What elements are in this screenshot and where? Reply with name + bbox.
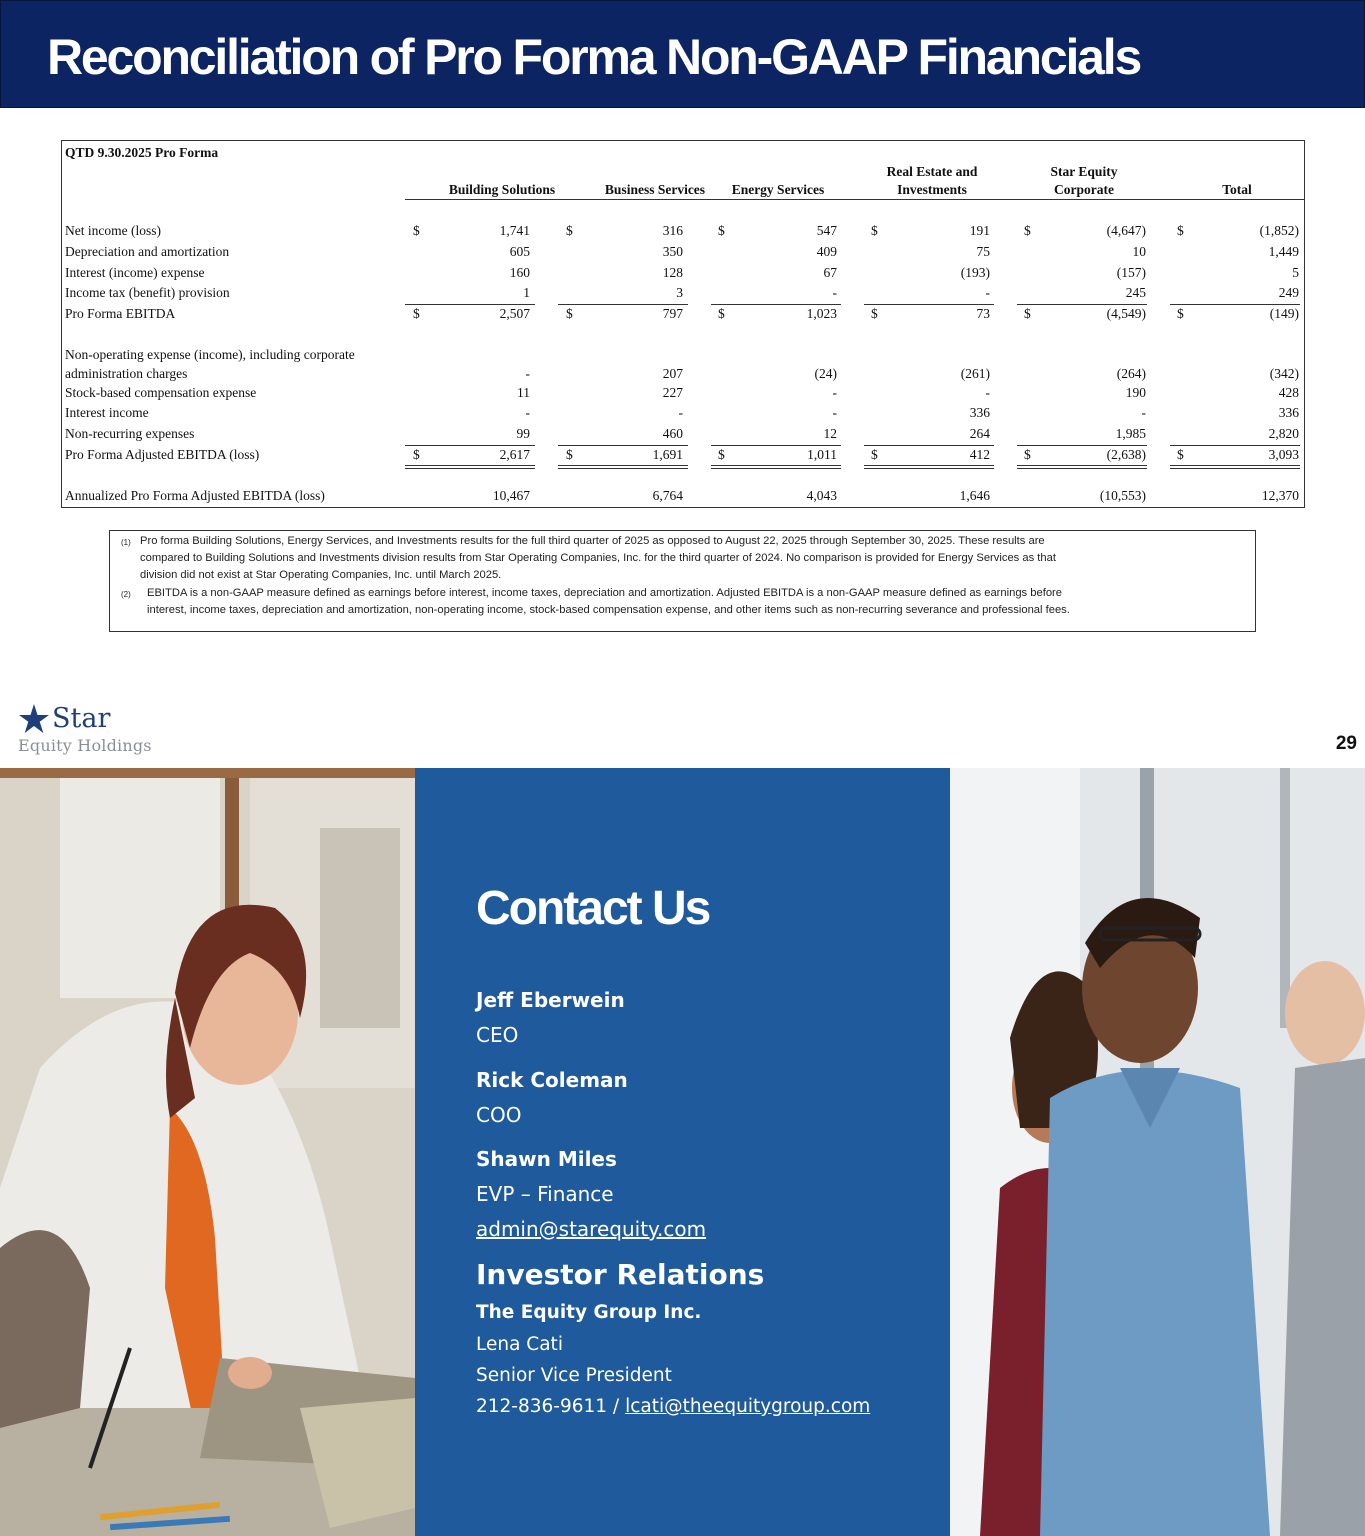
dollar-sign: $ bbox=[1177, 447, 1184, 462]
subtotal-rule bbox=[864, 445, 994, 446]
dollar-sign: $ bbox=[413, 447, 420, 462]
dollar-sign: $ bbox=[413, 223, 420, 238]
table-cell: 1,011 bbox=[807, 447, 837, 462]
table-cell: 190 bbox=[1125, 385, 1146, 400]
row-label: Interest income bbox=[65, 405, 149, 420]
table-cell: 191 bbox=[969, 223, 990, 238]
total-double-rule bbox=[711, 465, 841, 469]
table-row bbox=[62, 347, 1306, 386]
star-equity-logo bbox=[18, 703, 178, 758]
contact-name-3: Shawn Miles bbox=[476, 1147, 617, 1171]
ir-phone: 212-836-9611 / bbox=[476, 1396, 620, 1417]
table-cell: 1 bbox=[523, 285, 530, 300]
title-bar bbox=[0, 0, 1365, 108]
table-cell: 1,023 bbox=[806, 306, 837, 321]
dollar-sign: $ bbox=[566, 447, 573, 462]
table-cell: - bbox=[525, 405, 530, 420]
dollar-sign: $ bbox=[718, 223, 725, 238]
total-double-rule bbox=[1017, 465, 1147, 469]
col-header-building-solutions: Building Solutions bbox=[448, 182, 556, 197]
row-label: Depreciation and amortization bbox=[65, 244, 230, 259]
footnote-1-line-1: Pro forma Building Solutions, Energy Services, and Investments results for the full third quarter of 2025 as opposed to August 22, 2025 through September 30, 2025. These results are bbox=[140, 535, 1045, 547]
table-cell: 428 bbox=[1278, 385, 1299, 400]
page-number: 29 bbox=[1335, 733, 1357, 754]
table-cell: (1,852) bbox=[1259, 223, 1299, 238]
table-period-label: QTD 9.30.2025 Pro Forma bbox=[65, 145, 219, 160]
table-cell: 1,449 bbox=[1268, 244, 1299, 259]
table-cell: 12,370 bbox=[1261, 488, 1299, 503]
table-cell: 409 bbox=[816, 244, 837, 259]
subtotal-rule bbox=[1017, 304, 1147, 305]
table-cell: 227 bbox=[662, 385, 683, 400]
row-label: Income tax (benefit) provision bbox=[65, 285, 230, 300]
table-cell: 99 bbox=[516, 426, 530, 441]
table-cell: 245 bbox=[1125, 285, 1146, 300]
row-label: Annualized Pro Forma Adjusted EBITDA (loss) bbox=[65, 488, 325, 503]
table-cell: 3 bbox=[676, 285, 683, 300]
financial-table bbox=[61, 140, 1305, 508]
ir-email-link[interactable]: lcati@theequitygroup.com bbox=[625, 1396, 871, 1417]
table-cell: 1,741 bbox=[499, 223, 530, 238]
table-row bbox=[62, 223, 1306, 243]
table-cell: - bbox=[832, 405, 837, 420]
table-cell: 350 bbox=[662, 244, 683, 259]
table-cell: 67 bbox=[823, 265, 837, 280]
ir-phone-email bbox=[476, 1396, 870, 1417]
subtotal-rule bbox=[711, 445, 841, 446]
footnote-2-line-2: interest, income taxes, depreciation and amortization, non-operating income, stock-based compensation expense, and other items such as non-recurring severance and professional fees. bbox=[147, 604, 1070, 616]
table-cell: 336 bbox=[1278, 405, 1299, 420]
dollar-sign: $ bbox=[871, 447, 878, 462]
table-cell: 460 bbox=[662, 426, 683, 441]
subtotal-rule bbox=[864, 304, 994, 305]
contact-name-1: Jeff Eberwein bbox=[476, 988, 625, 1012]
table-cell: 128 bbox=[662, 265, 683, 280]
table-cell: (193) bbox=[960, 265, 990, 280]
table-cell: 1,985 bbox=[1115, 426, 1146, 441]
table-cell: - bbox=[985, 285, 990, 300]
subtotal-rule bbox=[1017, 445, 1147, 446]
contact-role-3: EVP – Finance bbox=[476, 1182, 614, 1206]
photo-woman-with-fabric-samples bbox=[0, 768, 415, 1536]
dollar-sign: $ bbox=[1177, 306, 1184, 321]
table-row bbox=[62, 385, 1306, 405]
table-cell: 2,820 bbox=[1268, 426, 1299, 441]
dollar-sign: $ bbox=[1024, 447, 1031, 462]
table-cell: - bbox=[985, 385, 990, 400]
contact-email-link[interactable]: admin@starequity.com bbox=[476, 1217, 707, 1241]
table-cell: (4,549) bbox=[1106, 306, 1146, 321]
row-label: Interest (income) expense bbox=[65, 265, 205, 280]
col-header-star-equity-corporate: Star Equity Corporate bbox=[1050, 164, 1118, 197]
header-divider bbox=[405, 199, 1305, 200]
ir-firm: The Equity Group Inc. bbox=[476, 1302, 702, 1323]
dollar-sign: $ bbox=[718, 306, 725, 321]
col-header-energy-services: Energy Services bbox=[731, 182, 825, 197]
table-cell: 4,043 bbox=[806, 488, 837, 503]
page-title: Reconciliation of Pro Forma Non-GAAP Financials bbox=[47, 29, 1141, 85]
table-cell: 75 bbox=[976, 244, 990, 259]
footnote-1-line-3: division did not exist at Star Operating Companies, Inc. until March 2025. bbox=[140, 569, 502, 581]
investor-relations-heading: Investor Relations bbox=[476, 1258, 765, 1291]
table-cell: 412 bbox=[969, 447, 990, 462]
row-label: Stock-based compensation expense bbox=[65, 385, 257, 400]
dollar-sign: $ bbox=[871, 306, 878, 321]
logo-word: Star bbox=[52, 703, 111, 734]
footnotes bbox=[109, 530, 1256, 632]
contact-role-1: CEO bbox=[476, 1023, 519, 1047]
table-cell: - bbox=[1141, 405, 1146, 420]
subtotal-rule bbox=[558, 304, 688, 305]
table-row bbox=[62, 244, 1306, 264]
table-cell: 605 bbox=[509, 244, 530, 259]
table-cell: 2,507 bbox=[499, 306, 530, 321]
subtotal-rule bbox=[711, 304, 841, 305]
total-double-rule bbox=[558, 465, 688, 469]
row-label-line1: Non-operating expense (income), including corporate bbox=[65, 347, 355, 362]
table-cell: 10,467 bbox=[492, 488, 530, 503]
footnote-2-marker: (2) bbox=[121, 590, 131, 599]
table-cell: (10,553) bbox=[1099, 488, 1146, 503]
table-cell: 207 bbox=[662, 366, 683, 381]
table-cell: 1,691 bbox=[652, 447, 683, 462]
table-cell: 316 bbox=[662, 223, 683, 238]
table-cell: 6,764 bbox=[652, 488, 683, 503]
table-cell: 12 bbox=[823, 426, 837, 441]
contact-title: Contact Us bbox=[476, 882, 710, 935]
dollar-sign: $ bbox=[871, 223, 878, 238]
table-row bbox=[62, 488, 1306, 508]
col-header-business-services: Business Services bbox=[604, 182, 706, 197]
dollar-sign: $ bbox=[566, 306, 573, 321]
row-label: Non-recurring expenses bbox=[65, 426, 195, 441]
contact-panel bbox=[415, 768, 950, 1536]
table-cell: 797 bbox=[662, 306, 683, 321]
row-label: administration charges bbox=[65, 366, 188, 381]
table-cell: 336 bbox=[969, 405, 990, 420]
table-cell: (261) bbox=[960, 366, 990, 381]
footnote-1-marker: (1) bbox=[121, 538, 131, 547]
table-row bbox=[62, 285, 1306, 305]
dollar-sign: $ bbox=[413, 306, 420, 321]
table-cell: (342) bbox=[1269, 366, 1299, 381]
table-cell: 2,617 bbox=[499, 447, 530, 462]
subtotal-rule bbox=[558, 445, 688, 446]
subtotal-rule bbox=[405, 304, 535, 305]
table-cell: 73 bbox=[976, 306, 990, 321]
table-cell: 249 bbox=[1278, 285, 1299, 300]
total-double-rule bbox=[405, 465, 535, 469]
col-header-real-estate: Real Estate and Investments bbox=[886, 164, 978, 197]
table-row bbox=[62, 265, 1306, 285]
photo-left-illustration bbox=[0, 768, 415, 1536]
dollar-sign: $ bbox=[718, 447, 725, 462]
table-cell: 547 bbox=[816, 223, 837, 238]
ir-title: Senior Vice President bbox=[476, 1365, 672, 1386]
star-icon bbox=[18, 703, 50, 735]
photo-right-illustration bbox=[950, 768, 1365, 1536]
table-cell: (264) bbox=[1116, 366, 1146, 381]
table-cell: 264 bbox=[969, 426, 990, 441]
footnote-2-line-1: EBITDA is a non-GAAP measure defined as earnings before interest, income taxes, depreciation and amortization. Adjusted EBITDA is a non-GAAP measure defined as earnings before bbox=[147, 587, 1062, 599]
table-cell: 160 bbox=[509, 265, 530, 280]
subtotal-rule bbox=[1170, 304, 1300, 305]
subtotal-rule bbox=[1170, 445, 1300, 446]
subtotal-rule bbox=[405, 445, 535, 446]
total-double-rule bbox=[1170, 465, 1300, 469]
row-label: Pro Forma EBITDA bbox=[65, 306, 176, 321]
table-cell: - bbox=[525, 366, 530, 381]
dollar-sign: $ bbox=[566, 223, 573, 238]
table-cell: - bbox=[678, 405, 683, 420]
footnote-1-line-2: compared to Building Solutions and Investments division results from Star Operating Companies, Inc. for the third quarter of 2024. No comparison is provided for Energy Services as that bbox=[140, 552, 1056, 564]
total-double-rule bbox=[864, 465, 994, 469]
contact-name-2: Rick Coleman bbox=[476, 1068, 628, 1092]
table-row bbox=[62, 426, 1306, 446]
dollar-sign: $ bbox=[1024, 223, 1031, 238]
table-cell: - bbox=[832, 385, 837, 400]
table-cell: 10 bbox=[1132, 244, 1146, 259]
row-label: Net income (loss) bbox=[65, 223, 161, 238]
table-row bbox=[62, 405, 1306, 425]
col-header-total: Total bbox=[1222, 182, 1252, 197]
photo-people-standing bbox=[950, 768, 1365, 1536]
logo-subtitle: Equity Holdings bbox=[18, 736, 152, 755]
table-cell: (4,647) bbox=[1106, 223, 1146, 238]
dollar-sign: $ bbox=[1024, 306, 1031, 321]
table-cell: 5 bbox=[1292, 265, 1299, 280]
table-cell: 11 bbox=[517, 385, 530, 400]
dollar-sign: $ bbox=[1177, 223, 1184, 238]
table-cell: (24) bbox=[814, 366, 837, 381]
table-row bbox=[62, 306, 1306, 326]
table-cell: 1,646 bbox=[959, 488, 990, 503]
ir-name: Lena Cati bbox=[476, 1334, 563, 1355]
table-cell: 3,093 bbox=[1268, 447, 1299, 462]
table-cell: (157) bbox=[1116, 265, 1146, 280]
row-label: Pro Forma Adjusted EBITDA (loss) bbox=[65, 447, 260, 462]
table-cell: (2,638) bbox=[1106, 447, 1146, 462]
contact-role-2: COO bbox=[476, 1103, 522, 1127]
table-cell: (149) bbox=[1269, 306, 1299, 321]
table-row bbox=[62, 447, 1306, 467]
table-cell: - bbox=[832, 285, 837, 300]
